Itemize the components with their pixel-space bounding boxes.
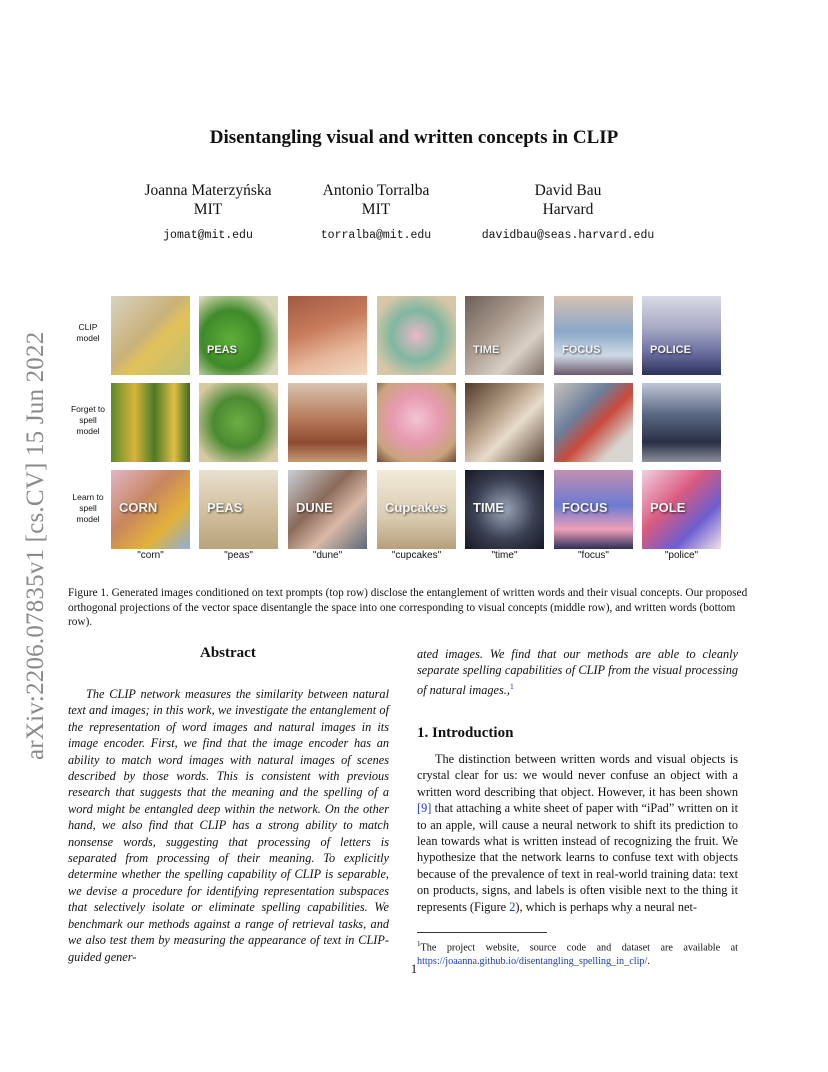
figure-tile (111, 383, 190, 462)
figure-tile (554, 383, 633, 462)
row-label-clip (62, 322, 114, 344)
figure-tile (111, 296, 190, 375)
prompt-label: "cupcakes" (391, 550, 442, 561)
abstract-continuation: ated images. We find that our methods are able to cleanly separate spelling capabilities of CLIP from the visual processing of natural images., (417, 647, 738, 697)
tile-word: POLICE (650, 344, 691, 356)
prompt-label: "police" (664, 550, 699, 561)
prompt-label: "focus" (577, 550, 609, 561)
tile-word: TIME (473, 500, 505, 515)
figure-tile (465, 383, 544, 462)
footnote-ref[interactable]: 1 (509, 681, 514, 691)
figure-tile (377, 383, 456, 462)
author-2 (306, 181, 446, 245)
prompt-label: "corn" (137, 550, 164, 561)
row-label-forget (62, 404, 114, 437)
tile-word: POLE (650, 500, 686, 515)
figure-tile (199, 383, 278, 462)
row-label-learn (62, 492, 114, 525)
tile-word: CORN (119, 500, 158, 515)
figure-tile (465, 470, 544, 549)
intro-span: The distinction between written words and visual objects is crystal clear for us: we would never confuse an object with a written word describing that object. However, it has been shown (417, 752, 738, 799)
abstract-heading: Abstract (200, 645, 256, 661)
figure-tile (111, 470, 190, 549)
abstract-text-col2 (417, 646, 738, 698)
author-name: David Bau (534, 182, 602, 199)
intro-span: that attaching a white sheet of paper with “iPad” written on it to an apple, will cause a neural network to shift its prediction to lean towards what is written instead of recognizing the fruit. We hypothesize that the network learns to confuse text with objects because of the prevalence of text in real-world training data: text on products, signs, and labels is often visible next to the thing it represents (Figure (417, 801, 738, 914)
prompt-label: "peas" (224, 550, 253, 561)
figure-tile (465, 296, 544, 375)
row-label-line: CLIP (78, 322, 98, 332)
figure-tile (642, 470, 721, 549)
tile-word: FOCUS (562, 344, 601, 356)
figure-tile (377, 470, 456, 549)
author-email: torralba@mit.edu (320, 229, 432, 242)
row-label-line: model (76, 426, 100, 436)
figure-tile (377, 296, 456, 375)
figure-tile (288, 383, 367, 462)
tile-word: PEAS (207, 344, 237, 356)
footnote-mark: 1 (417, 940, 421, 948)
author-email: jomat@mit.edu (163, 229, 253, 242)
figure-tile (642, 383, 721, 462)
row-label-line: model (76, 333, 100, 343)
tile-word: DUNE (296, 500, 333, 515)
prompt-label: "dune" (312, 550, 343, 561)
figure-tile (199, 296, 278, 375)
author-name: Joanna Materzyńska (144, 182, 272, 199)
figure-tile (642, 296, 721, 375)
author-name: Antonio Torralba (322, 182, 430, 199)
project-link[interactable]: https://joaanna.github.io/disentangling_spelling_in_clip/ (417, 955, 648, 967)
author-affiliation: MIT (361, 201, 391, 218)
figure-tile (199, 470, 278, 549)
row-label-line: model (76, 514, 100, 524)
prompt-label: "time" (491, 550, 518, 561)
row-label-line: spell (79, 503, 97, 513)
row-label-line: Forget to (70, 404, 106, 414)
figure-link[interactable]: 2 (509, 899, 516, 914)
footnote-text: The project website, source code and dataset are available at (420, 942, 738, 954)
tile-word: FOCUS (562, 500, 608, 515)
arxiv-stamp: arXiv:2206.07835v1 [cs.CV] 15 Jun 2022 (22, 331, 49, 760)
paper-title: Disentangling visual and written concepts in CLIP (209, 127, 619, 148)
row-label-line: Learn to (72, 492, 104, 502)
row-label-line: spell (79, 415, 97, 425)
author-affiliation: Harvard (542, 201, 594, 218)
figure-tile (288, 296, 367, 375)
abstract-text-col1: The CLIP network measures the similarity between natural text and images; in this work, we investigate the entanglement of the representation of word images and natural images in its image encoder. First, we find that the image encoder has an ability to match word images with natural images of scenes described by those words. This is consistent with previous research that suggests that the meaning and the spelling of a word might be entangled deep within the network. On the other hand, we also find that CLIP has a strong ability to match nonsense words, suggesting that processing of letters is separated from processing of their meaning. To explicitly determine whether the spelling capability of CLIP is separable, we devise a procedure for identifying representation subspaces that selectively isolate or eliminate spelling capabilities. We benchmark our methods against a range of retrieval tasks, and we also test them by measuring the appearance of text in CLIP-guided gener- (68, 687, 389, 964)
figure-caption: Figure 1. Generated images conditioned on text prompts (top row) disclose the entanglement of written words and their visual concepts. Our proposed orthogonal projections of the vector space disentangle the space into one corresponding to visual concepts (middle row), and written words (bottom row). (68, 587, 748, 628)
citation-link[interactable]: [9] (417, 801, 432, 816)
author-1 (138, 181, 278, 245)
author-email: davidbau@seas.harvard.edu (481, 229, 655, 242)
author-3 (468, 181, 668, 245)
author-affiliation: MIT (193, 201, 223, 218)
figure-tile (288, 470, 367, 549)
introduction-heading: 1. Introduction (417, 725, 514, 741)
page-number: 1 (410, 962, 418, 976)
intro-span: ), which is perhaps why a neural net- (515, 899, 698, 914)
footnote-end: . (647, 955, 650, 967)
tile-word: PEAS (207, 500, 243, 515)
introduction-text (417, 751, 738, 915)
tile-word: Cupcakes (385, 500, 447, 515)
figure-tile (554, 470, 633, 549)
footnote-rule (417, 932, 547, 933)
figure-tile (554, 296, 633, 375)
tile-word: TIME (473, 344, 500, 356)
